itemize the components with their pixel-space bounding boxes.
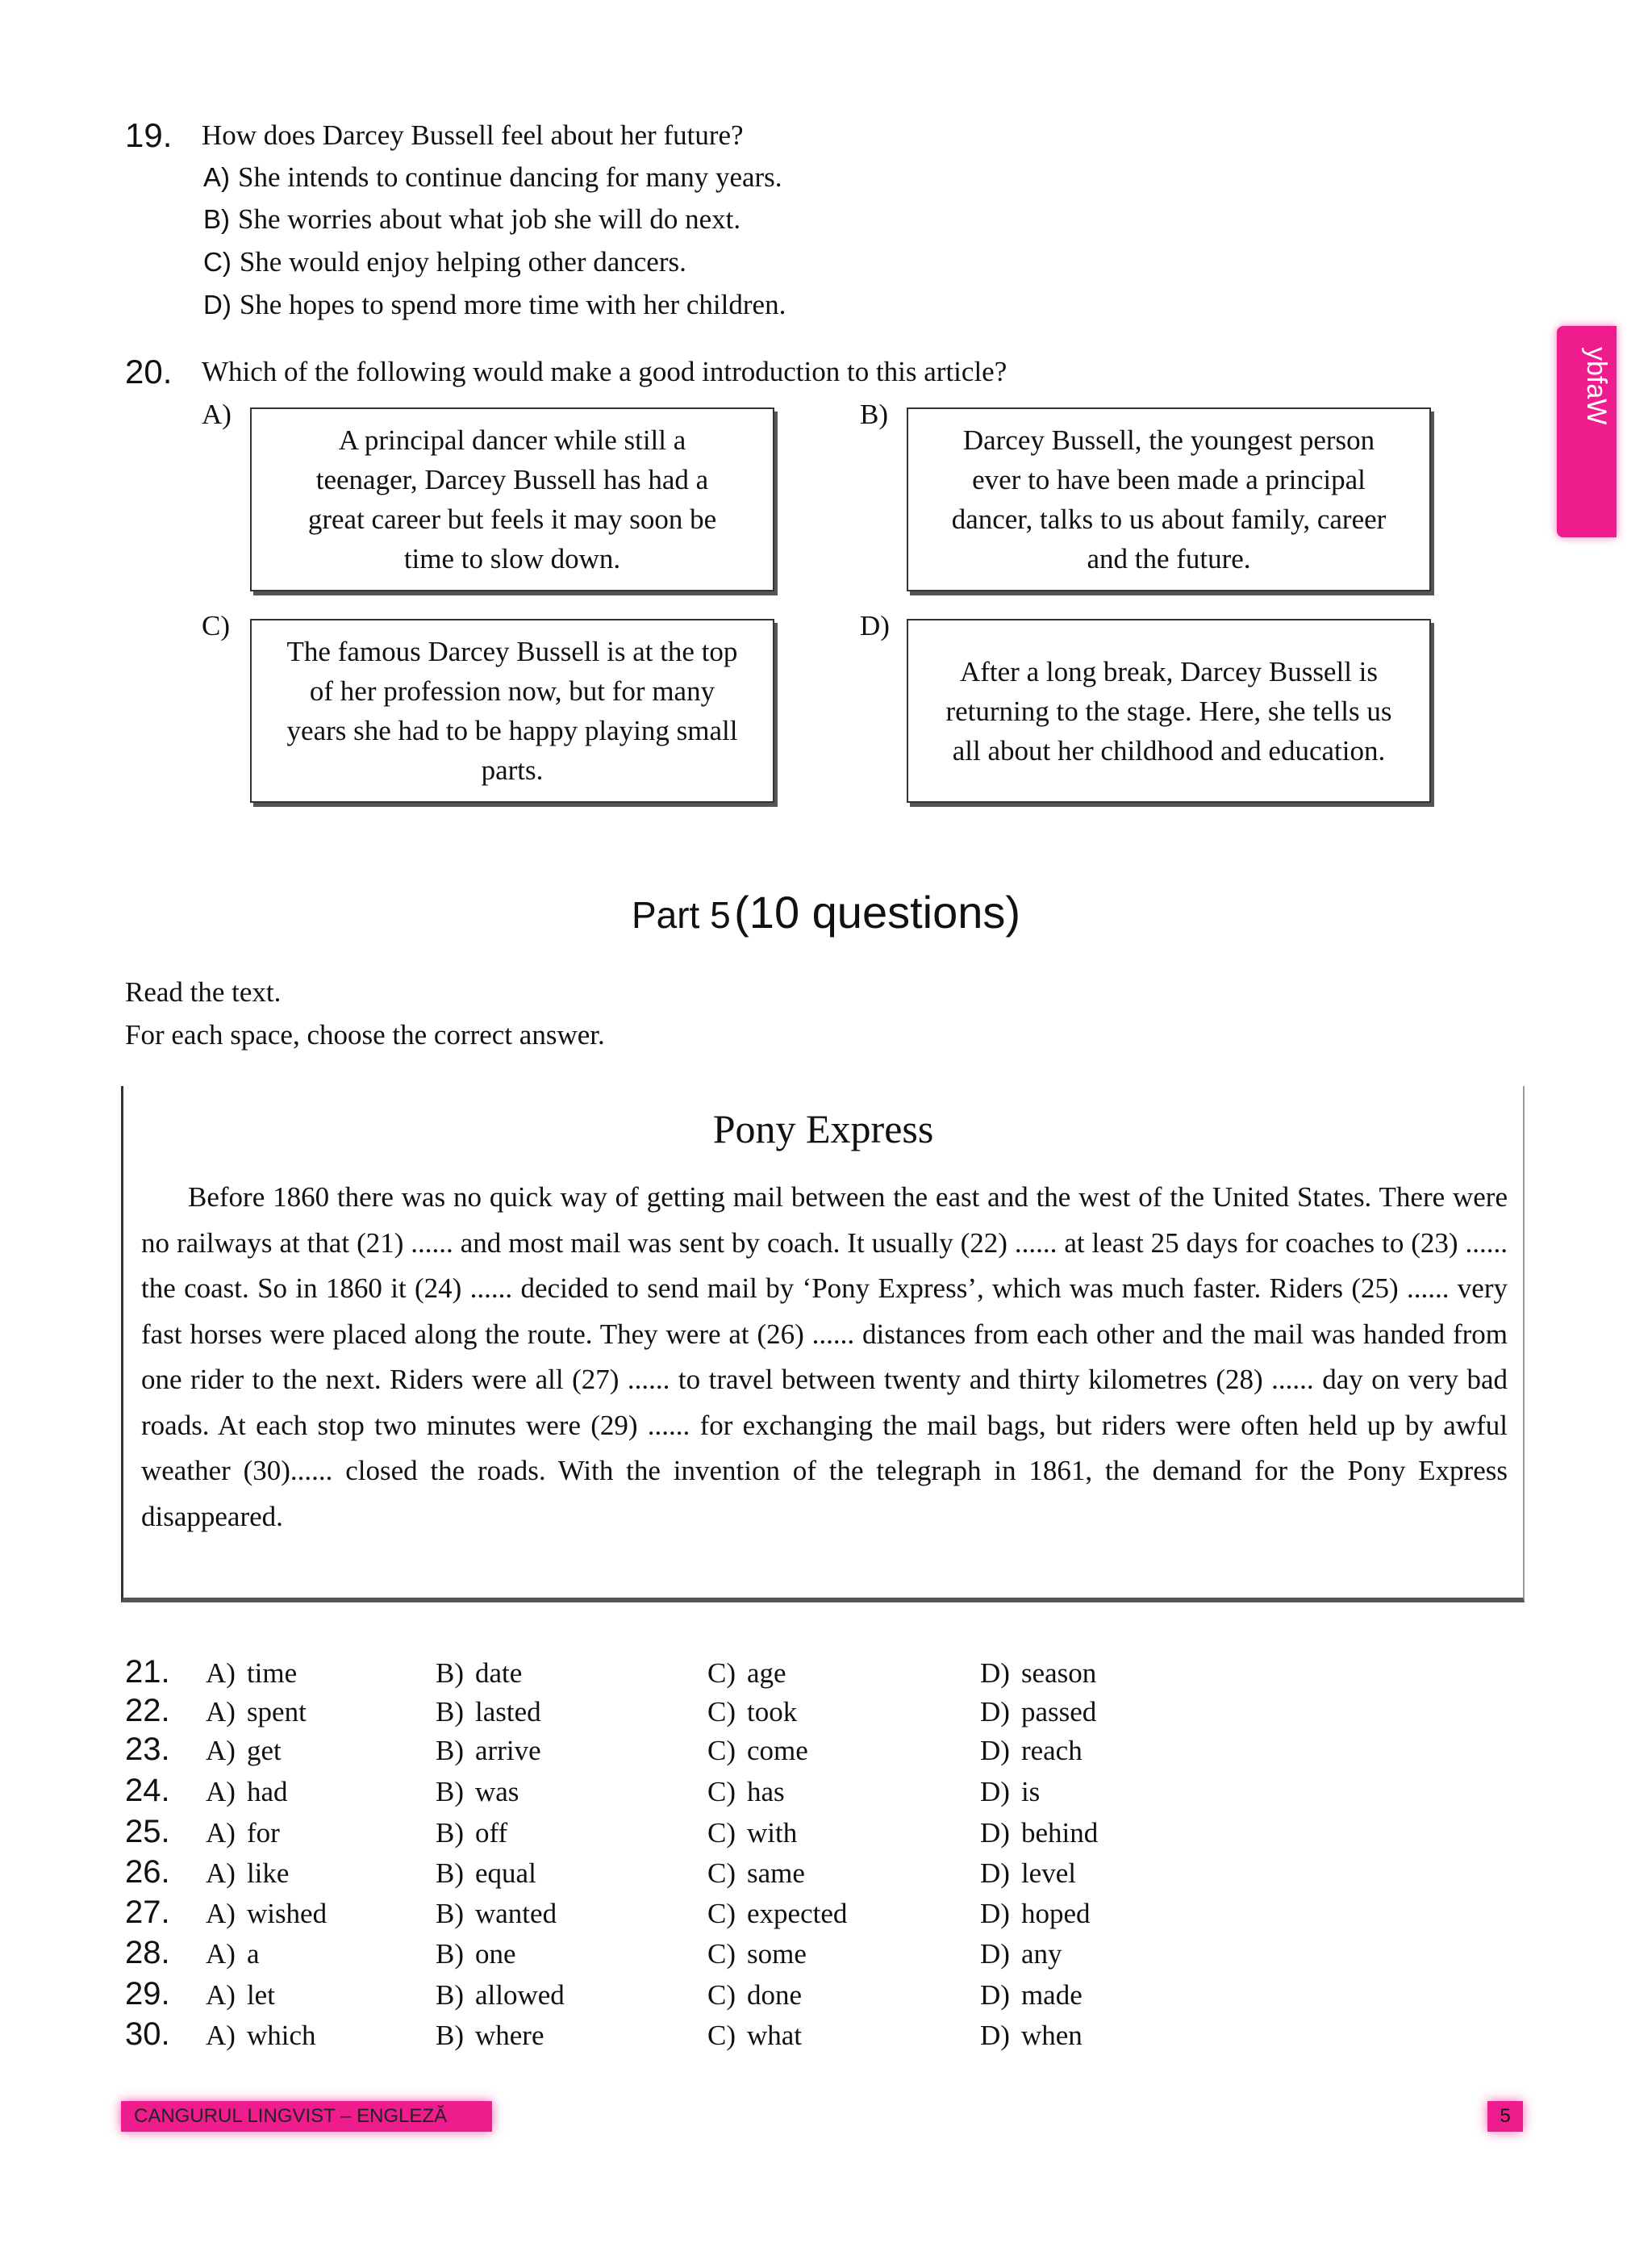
intro-option-d[interactable] [907, 619, 1431, 803]
answer-number: 24. [125, 1773, 170, 1808]
part-heading [0, 886, 1652, 938]
choice-text: had [246, 1776, 288, 1807]
part-question-count: (10 questions) [734, 887, 1021, 938]
answer-choice-b[interactable] [436, 2020, 544, 2052]
choice-letter: C) [707, 1938, 736, 1970]
answer-choice-d[interactable] [980, 1857, 1076, 1890]
choice-letter: C) [707, 1857, 736, 1889]
answer-choice-a[interactable] [206, 1696, 307, 1728]
choice-text: date [475, 1657, 523, 1689]
choice-text: was [475, 1776, 519, 1807]
answer-choice-d[interactable] [980, 1898, 1090, 1930]
choice-letter: D) [980, 1898, 1010, 1929]
choice-text: come [747, 1735, 808, 1766]
choice-text: lasted [475, 1696, 541, 1728]
choice-text: any [1020, 1938, 1062, 1970]
passage-box [121, 1086, 1525, 1602]
answer-choice-a[interactable] [206, 1857, 289, 1890]
footer-title: CANGURUL LINGVIST – ENGLEZĂ [121, 2101, 492, 2132]
answer-choice-c[interactable] [707, 1938, 807, 1970]
passage-title: Pony Express [712, 1106, 934, 1151]
choice-text: when [1020, 2020, 1083, 2051]
choice-text: off [475, 1817, 508, 1849]
choice-letter: C) [707, 1776, 736, 1807]
answer-number: 28. [125, 1935, 170, 1970]
choice-letter: A) [206, 1657, 236, 1689]
answer-choice-a[interactable] [206, 1938, 259, 1970]
answer-choice-b[interactable] [436, 1657, 522, 1690]
instruction-2: For each space, choose the correct answer. [125, 1019, 605, 1051]
intro-option-b[interactable] [907, 407, 1431, 591]
choice-letter: D) [980, 1857, 1010, 1889]
choice-text: age [747, 1657, 786, 1689]
choice-letter: A) [206, 1938, 236, 1970]
choice-letter: A) [206, 1898, 236, 1929]
choice-letter: C) [707, 2020, 736, 2051]
answer-choice-d[interactable] [980, 1938, 1062, 1970]
choice-text: arrive [475, 1735, 541, 1766]
answer-choice-d[interactable] [980, 1979, 1083, 2012]
answer-choice-b[interactable] [436, 1898, 557, 1930]
option-letter: D) [203, 290, 232, 320]
side-tab-text: ybfaW [1581, 347, 1612, 425]
choice-letter: A) [206, 1776, 236, 1807]
option-text: She would enjoy helping other dancers. [239, 246, 686, 278]
choice-text: done [747, 1979, 803, 2011]
answer-choice-b[interactable] [436, 1857, 536, 1890]
choice-letter: C) [707, 1735, 736, 1766]
choice-letter: B) [436, 1938, 464, 1970]
passage-body [141, 1175, 1508, 1540]
answer-choice-c[interactable] [707, 1979, 802, 2012]
question-19-option-d[interactable] [203, 289, 786, 321]
choice-letter: D) [980, 1979, 1010, 2011]
choice-letter: A) [206, 1857, 236, 1889]
choice-text: passed [1020, 1696, 1097, 1728]
answer-choice-a[interactable] [206, 2020, 315, 2052]
choice-letter: C) [707, 1898, 736, 1929]
choice-letter: B) [436, 1817, 464, 1849]
choice-letter: D) [980, 1938, 1010, 1970]
option-letter: A) [203, 162, 230, 192]
choice-letter: C) [707, 1979, 736, 2011]
answer-choice-d[interactable] [980, 1657, 1096, 1690]
question-19-text: How does Darcey Bussell feel about her future? [202, 119, 744, 151]
choice-text: what [747, 2020, 803, 2051]
intro-option-a[interactable] [250, 407, 774, 591]
answer-choice-c[interactable] [707, 1898, 847, 1930]
choice-letter: B) [436, 1979, 464, 2011]
answer-choice-a[interactable] [206, 1735, 282, 1767]
answer-choice-c[interactable] [707, 1817, 797, 1849]
choice-letter: B) [436, 1898, 464, 1929]
choice-text: took [747, 1696, 798, 1728]
answer-choice-b[interactable] [436, 1938, 516, 1970]
choice-letter: A) [206, 2020, 236, 2051]
choice-text: hoped [1020, 1898, 1091, 1929]
answer-number: 30. [125, 2016, 170, 2052]
choice-letter: A) [206, 1735, 236, 1766]
choice-letter: A) [206, 1817, 236, 1849]
choice-text: reach [1020, 1735, 1083, 1766]
choice-letter: C) [707, 1817, 736, 1849]
choice-text: expected [747, 1898, 848, 1929]
question-20-text: Which of the following would make a good introduction to this article? [202, 356, 1007, 387]
choice-text: has [747, 1776, 785, 1807]
answer-number: 27. [125, 1895, 170, 1930]
question-19-option-c[interactable] [203, 246, 686, 278]
option-text: She worries about what job she will do next. [238, 203, 741, 235]
choice-letter: D) [980, 1776, 1010, 1807]
answer-number: 29. [125, 1976, 170, 2012]
option-letter: C) [203, 247, 232, 277]
choice-text: spent [246, 1696, 307, 1728]
intro-option-c[interactable] [250, 619, 774, 803]
answer-choice-c[interactable] [707, 2020, 802, 2052]
box-d-letter: D) [860, 610, 890, 641]
choice-text: wanted [475, 1898, 557, 1929]
instruction-1: Read the text. [125, 976, 282, 1008]
question-19-option-a[interactable] [203, 161, 782, 194]
choice-text: season [1020, 1657, 1097, 1689]
answer-choice-a[interactable] [206, 1979, 275, 2012]
choice-letter: C) [707, 1696, 736, 1728]
choice-letter: B) [436, 1776, 464, 1807]
choice-letter: A) [206, 1696, 236, 1728]
choice-text: wished [246, 1898, 327, 1929]
choice-text: one [475, 1938, 516, 1970]
answer-number: 22. [125, 1693, 170, 1728]
answer-choice-b[interactable] [436, 1776, 519, 1808]
answer-choice-d[interactable] [980, 1776, 1040, 1808]
answer-number: 26. [125, 1854, 170, 1890]
answer-number: 23. [125, 1732, 170, 1767]
answer-choice-b[interactable] [436, 1817, 507, 1849]
answer-choice-c[interactable] [707, 1657, 786, 1690]
answer-choice-c[interactable] [707, 1857, 805, 1890]
choice-letter: D) [980, 1817, 1010, 1849]
answer-choice-c[interactable] [707, 1776, 785, 1808]
choice-letter: B) [436, 1657, 464, 1689]
choice-text: allowed [475, 1979, 565, 2011]
intro-option-c-text: The famous Darcey Bussell is at the top of her profession now, but for many years she had to be happy playing small parts. [286, 636, 738, 786]
intro-option-b-text: Darcey Bussell, the youngest person ever to have been made a principal dancer, talks to us about family, career and the future. [951, 424, 1387, 574]
choice-text: where [475, 2020, 544, 2051]
intro-option-a-text: A principal dancer while still a teenager, Darcey Bussell has had a great career but feels it may soon be time to slow down. [307, 424, 717, 574]
box-a-letter: A) [202, 399, 232, 430]
answer-choice-c[interactable] [707, 1735, 808, 1767]
choice-text: like [246, 1857, 290, 1889]
answer-choice-a[interactable] [206, 1776, 287, 1808]
choice-text: level [1020, 1857, 1076, 1889]
answer-choice-c[interactable] [707, 1696, 797, 1728]
choice-text: let [246, 1979, 275, 2011]
choice-letter: D) [980, 1735, 1010, 1766]
choice-text: with [747, 1817, 798, 1849]
passage-text: Before 1860 there was no quick way of getting mail between the east and the west of the United States. There were no railways at that (21) ...... and most mail was sent by coach. It usually (22) ...... at least 25 days for coaches to (23) ...... the coast. So in 1860 it (24) ...... decided to send mail by ‘Pony Express’, which was much faster. Riders (25) ...... very fast horses were placed along the route. They were at (26) ...... distances from each other and the mail was handed from one rider to the next. Riders were all (27) ...... to travel between twenty and thirty kilometres (28) ...... day on very bad roads. At each stop two minutes were (29) ...... for exchanging the mail bags, but riders were often held up by awful weather (30)...... closed the roads. With the invention of the telegraph in 1861, the demand for the Pony Express disappeared. [141, 1181, 1508, 1532]
question-19-option-b[interactable] [203, 203, 740, 236]
choice-text: same [747, 1857, 805, 1889]
choice-text: is [1020, 1776, 1041, 1807]
choice-text: made [1020, 1979, 1083, 2011]
answer-choice-a[interactable] [206, 1898, 327, 1930]
choice-text: for [246, 1817, 280, 1849]
choice-letter: D) [980, 1657, 1010, 1689]
choice-letter: B) [436, 2020, 464, 2051]
answer-choice-d[interactable] [980, 1696, 1096, 1728]
intro-option-d-text: After a long break, Darcey Bussell is returning to the stage. Here, she tells us all about her childhood and education. [945, 655, 1392, 767]
side-tab [1557, 326, 1617, 537]
choice-text: equal [475, 1857, 536, 1889]
option-text: She intends to continue dancing for many years. [238, 161, 782, 193]
question-20-number: 20. [125, 353, 173, 391]
choice-letter: B) [436, 1696, 464, 1728]
box-b-letter: B) [860, 399, 888, 430]
box-c-letter: C) [202, 610, 230, 641]
answer-choice-b[interactable] [436, 1735, 541, 1767]
answer-choice-d[interactable] [980, 2020, 1083, 2052]
choice-text: which [246, 2020, 316, 2051]
answer-choice-d[interactable] [980, 1735, 1083, 1767]
choice-letter: B) [436, 1735, 464, 1766]
answer-choice-b[interactable] [436, 1696, 541, 1728]
choice-letter: B) [436, 1857, 464, 1889]
answer-choice-a[interactable] [206, 1657, 297, 1690]
answer-choice-b[interactable] [436, 1979, 565, 2012]
choice-letter: D) [980, 2020, 1010, 2051]
choice-text: a [246, 1938, 260, 1970]
option-letter: B) [203, 204, 230, 234]
answer-number: 25. [125, 1814, 170, 1849]
choice-text: get [246, 1735, 282, 1766]
answer-number: 21. [125, 1654, 170, 1690]
choice-text: time [246, 1657, 298, 1689]
choice-letter: A) [206, 1979, 236, 2011]
option-text: She hopes to spend more time with her children. [239, 289, 786, 320]
choice-text: behind [1020, 1817, 1099, 1849]
answer-choice-a[interactable] [206, 1817, 280, 1849]
choice-letter: D) [980, 1696, 1010, 1728]
choice-letter: C) [707, 1657, 736, 1689]
answer-choice-d[interactable] [980, 1817, 1098, 1849]
choice-text: some [747, 1938, 807, 1970]
part-label: Part 5 [631, 894, 731, 936]
question-19-number: 19. [125, 116, 173, 154]
page-number: 5 [1487, 2101, 1523, 2132]
